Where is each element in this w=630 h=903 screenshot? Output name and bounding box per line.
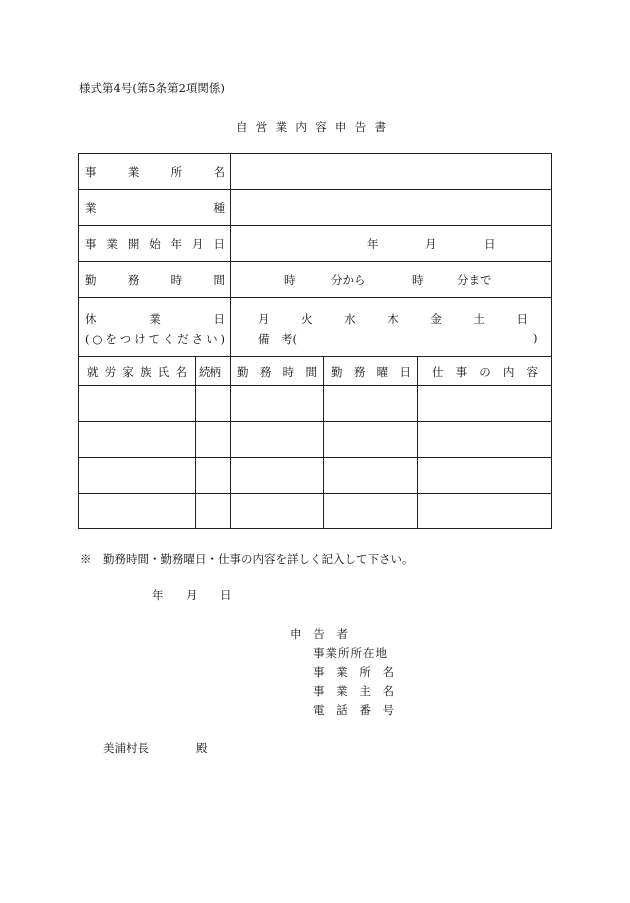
relation-cell[interactable] — [196, 494, 230, 528]
owner-name-label: 事 業 主 名 — [313, 684, 394, 698]
weekday-option[interactable]: 木 — [387, 312, 399, 326]
table-rule — [78, 356, 552, 357]
work-hours-label: 勤 務 時 間 — [85, 273, 225, 287]
start-day-unit: 日 — [484, 237, 496, 251]
title-char: 自 — [236, 120, 248, 134]
addressee-name: 美浦村長 — [103, 741, 149, 755]
table-rule — [78, 297, 552, 298]
declaration-day-unit: 日 — [220, 588, 232, 602]
end-hour-unit: 時 — [412, 273, 424, 287]
title-char: 営 — [255, 120, 268, 134]
title-char: 容 — [315, 120, 327, 134]
holiday-instruction: ( ○ を つ け て く だ さ い ) — [85, 332, 225, 346]
title-char: 業 — [275, 120, 288, 134]
days-cell[interactable] — [324, 494, 417, 528]
remarks-label: 備 考( — [258, 332, 297, 346]
family-name-cell[interactable] — [79, 386, 194, 420]
start-year-unit: 年 — [367, 237, 379, 251]
title-char: 申 — [334, 120, 347, 134]
addressee-honorific: 殿 — [196, 741, 208, 755]
remarks-close: ) — [533, 331, 538, 345]
form-title — [236, 119, 386, 135]
holiday-label: 休 業 日 — [85, 312, 225, 326]
weekday-options — [258, 311, 528, 327]
family-row-4 — [79, 494, 551, 528]
job-cell[interactable] — [418, 494, 551, 528]
start-month-unit: 月 — [425, 237, 437, 251]
title-char: 告 — [354, 120, 367, 134]
job-cell[interactable] — [418, 458, 551, 492]
declarant-label: 申 告 者 — [290, 627, 348, 641]
relation-cell[interactable] — [196, 422, 230, 456]
declaration-year-unit: 年 — [152, 588, 164, 602]
instruction-note: ※ 勤務時間・勤務曜日・仕事の内容を詳しく記入して下さい。 — [80, 552, 414, 566]
family-row-2 — [79, 422, 551, 456]
job-cell[interactable] — [418, 386, 551, 420]
end-minute-unit: 分まで — [457, 273, 492, 287]
hours-cell[interactable] — [231, 422, 323, 456]
hours-header: 勤 務 時 間 — [237, 365, 317, 379]
table-rule — [78, 261, 552, 262]
family-row-3 — [79, 458, 551, 492]
label-divider — [230, 153, 231, 356]
declaration-month-unit: 月 — [186, 588, 198, 602]
hours-cell[interactable] — [231, 494, 323, 528]
relation-cell[interactable] — [196, 458, 230, 492]
start-date-label: 事 業 開 始 年 月 日 — [85, 237, 225, 251]
form-number: 様式第4号(第5条第2項関係) — [79, 81, 225, 95]
weekday-option[interactable]: 月 — [258, 312, 270, 326]
family-name-header: 就 労 家 族 氏 名 — [87, 365, 187, 379]
weekday-option[interactable]: 日 — [516, 312, 528, 326]
weekday-option[interactable]: 火 — [301, 312, 313, 326]
family-name-cell[interactable] — [79, 422, 194, 456]
start-minute-unit: 分から — [331, 273, 366, 287]
business-address-label: 事業所所在地 — [313, 646, 388, 660]
relation-header: 続柄 — [199, 365, 220, 379]
weekday-option[interactable]: 金 — [430, 312, 442, 326]
family-name-cell[interactable] — [79, 494, 194, 528]
days-cell[interactable] — [324, 422, 417, 456]
office-name-signature-label: 事 業 所 名 — [313, 665, 394, 679]
industry-field[interactable] — [232, 191, 550, 224]
weekday-option[interactable]: 水 — [344, 312, 356, 326]
days-header: 勤 務 曜 日 — [331, 365, 411, 379]
title-char: 書 — [374, 120, 386, 134]
hours-cell[interactable] — [231, 458, 323, 492]
family-name-cell[interactable] — [79, 458, 194, 492]
title-char: 内 — [295, 120, 307, 134]
table-rule — [78, 189, 552, 190]
job-header: 仕 事 の 内 容 — [432, 365, 538, 379]
days-cell[interactable] — [324, 458, 417, 492]
office-name-field[interactable] — [232, 155, 550, 188]
days-cell[interactable] — [324, 386, 417, 420]
family-row-1 — [79, 386, 551, 420]
start-hour-unit: 時 — [284, 273, 296, 287]
office-name-label: 事 業 所 名 — [85, 165, 225, 179]
table-rule — [78, 225, 552, 226]
job-cell[interactable] — [418, 422, 551, 456]
weekday-option[interactable]: 土 — [473, 312, 485, 326]
hours-cell[interactable] — [231, 386, 323, 420]
phone-number-label: 電 話 番 号 — [313, 703, 394, 717]
relation-cell[interactable] — [196, 386, 230, 420]
industry-label: 業 種 — [85, 201, 225, 215]
remarks-field[interactable] — [305, 329, 531, 347]
